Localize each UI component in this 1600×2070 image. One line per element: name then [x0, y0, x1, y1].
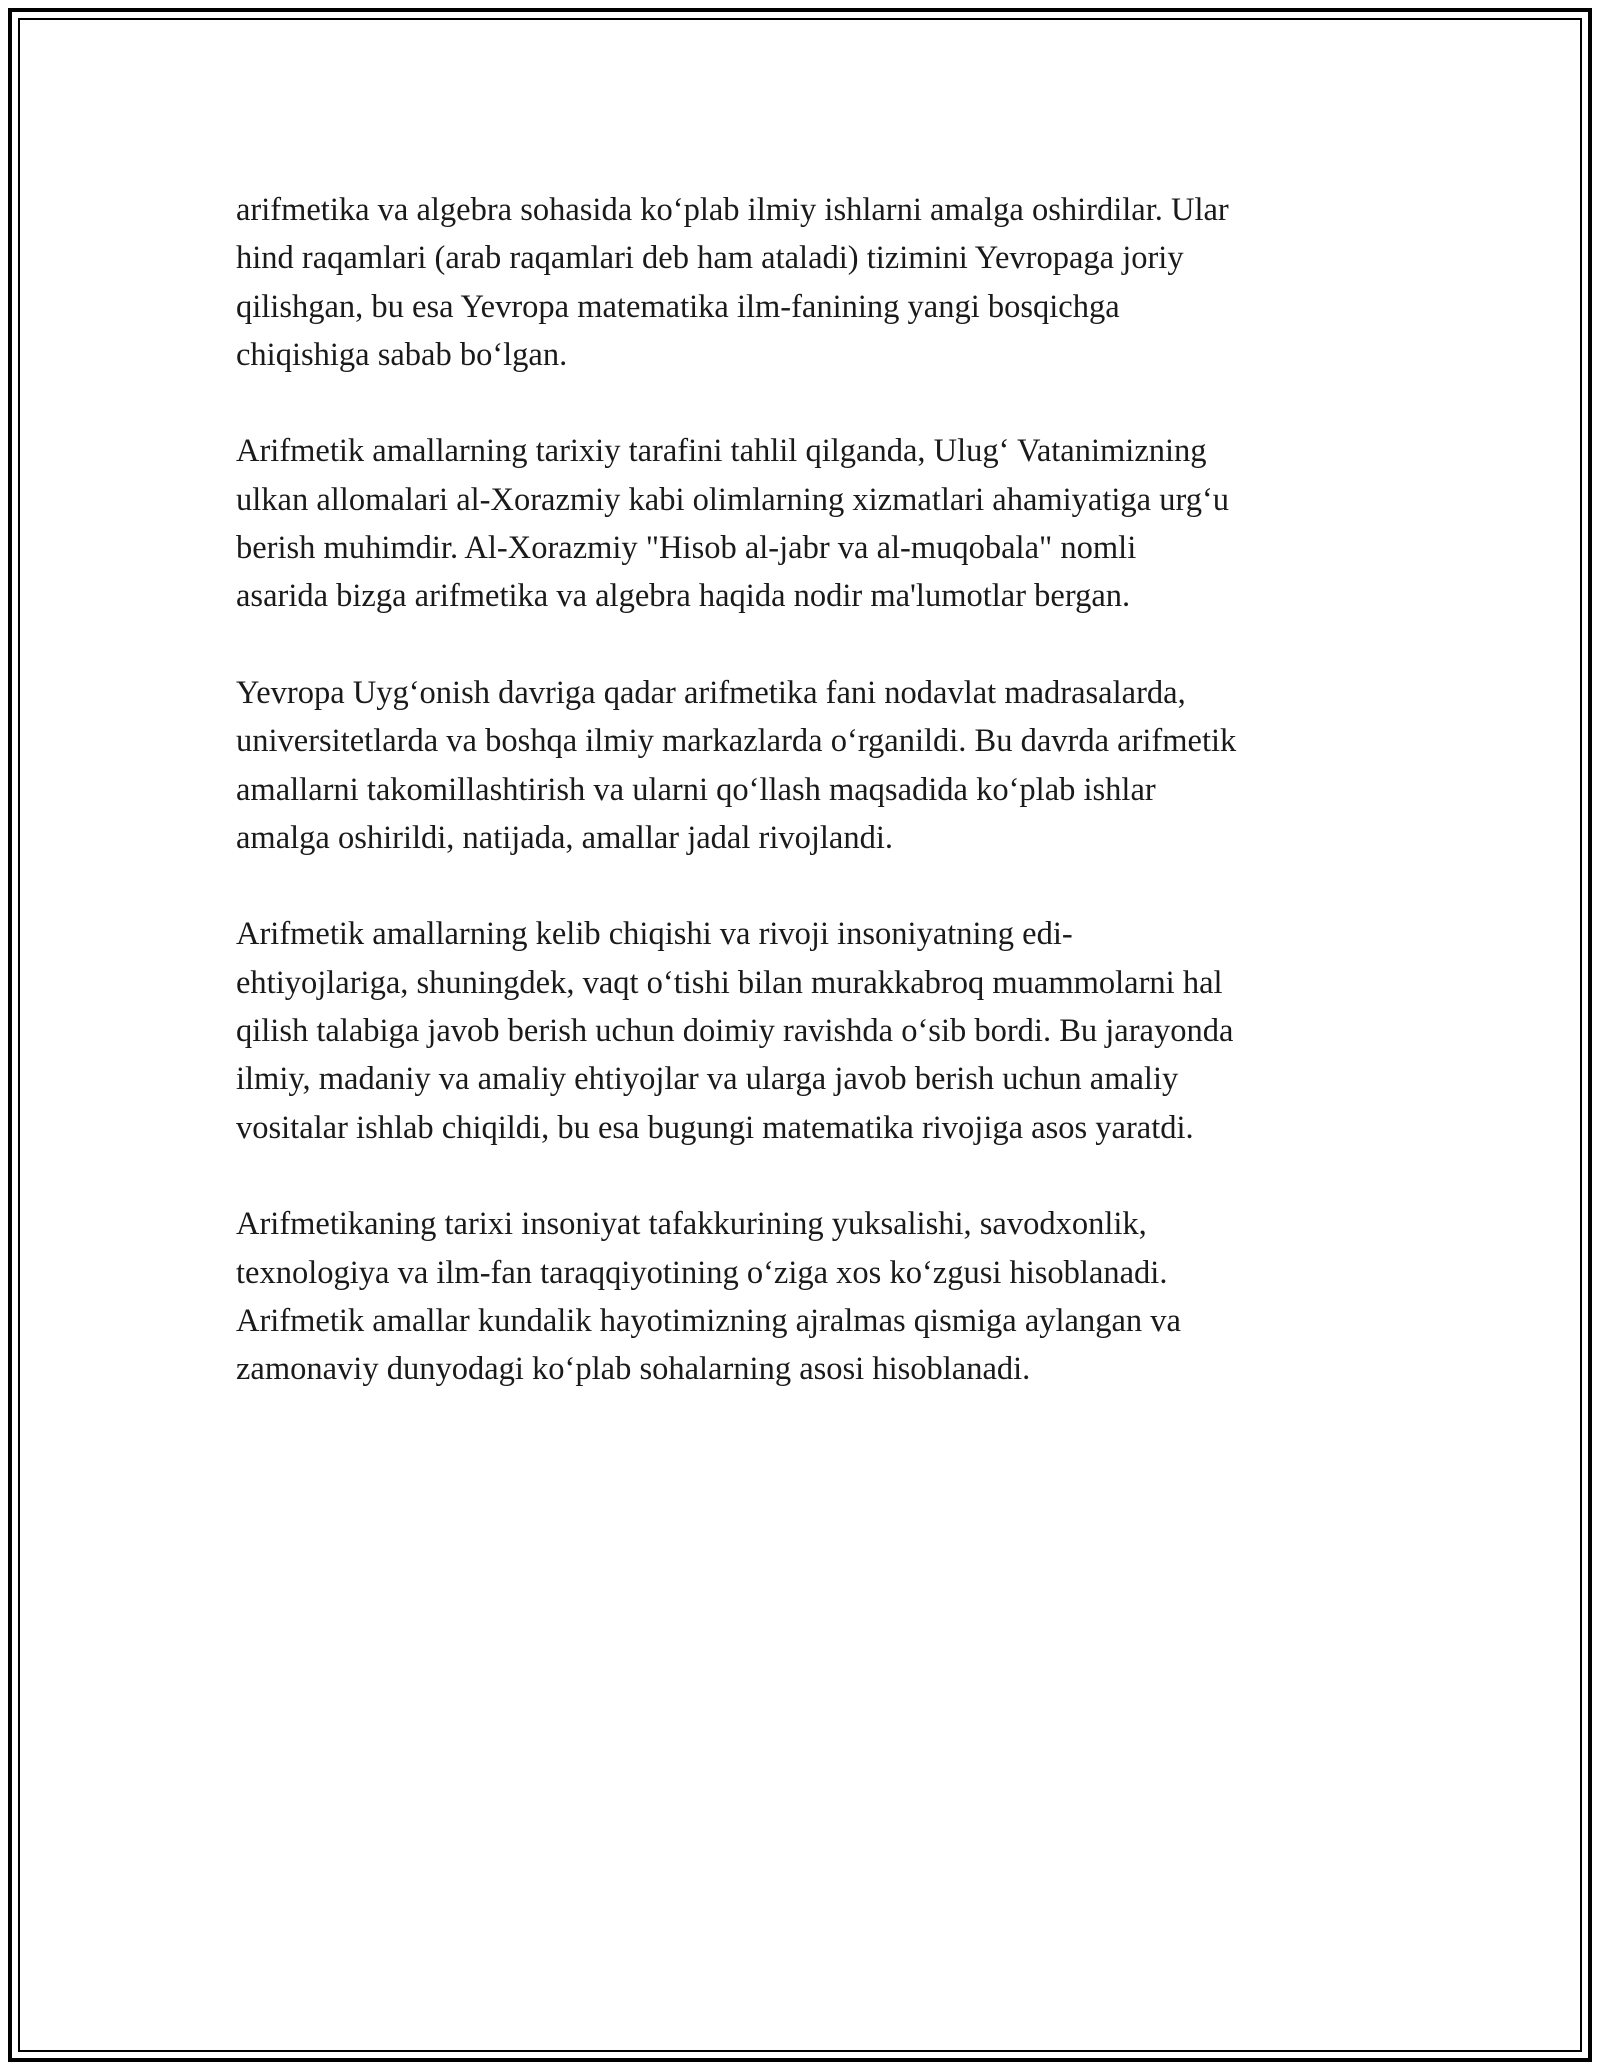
paragraph-3: Yevropa Uyg‘onish davriga qadar arifmetika fani nodavlat madrasalarda, universitetlarda va boshqa ilmiy markazlarda o‘rganildi. Bu davrda arifmetik amallarni takomillashtirish va ularni qo‘llash maqsadida ko‘plab ishlar amalga oshirildi, natijada, amallar jadal rivojlandi.	[236, 674, 1237, 856]
paragraph-2: Arifmetik amallarning tarixiy tarafini tahlil qilganda, Ulug‘ Vatanimizning ulkan allomalari al-Xorazmiy kabi olimlarning xizmatlari ahamiyatiga urg‘u berish muhimdir. Al-Xorazmiy "Hisob al-jabr va al-muqobala" nomli asarida bizga arifmetika va algebra haqida nodir ma'lumotlar bergan.	[236, 433, 1230, 615]
paragraph-1: arifmetika va algebra sohasida ko‘plab ilmiy ishlarni amalga oshirdilar. Ular hind raqamlari (arab raqamlari deb ham ataladi) tizimini Yevropaga joriy qilishgan, bu esa Yevropa matematika ilm-fanining yangi bosqichga chiqishiga sabab bo‘lgan.	[236, 192, 1229, 373]
paragraph-4: Arifmetik amallarning kelib chiqishi va rivoji insoniyatning edi- ehtiyojlariga, shuningdek, vaqt o‘tishi bilan murakkabroq muammolarni hal qilish talabiga javob berish uchun doimiy ravishda o‘sib bordi. Bu jarayonda ilmiy, madaniy va amaliy ehtiyojlar va ularga javob berish uchun amaliy vositalar ishlab chiqildi, bu esa bugungi matematika rivojiga asos yaratdi.	[236, 916, 1234, 1146]
document-body	[236, 186, 1376, 1442]
paragraph-5: Arifmetikaning tarixi insoniyat tafakkurining yuksalishi, savodxonlik, texnologiya va ilm-fan taraqqiyotining o‘ziga xos ko‘zgusi hisoblanadi. Arifmetik amallar kundalik hayotimizning ajralmas qismiga aylangan va zamonaviy dunyodagi ko‘plab sohalarning asosi hisoblanadi.	[236, 1206, 1181, 1388]
